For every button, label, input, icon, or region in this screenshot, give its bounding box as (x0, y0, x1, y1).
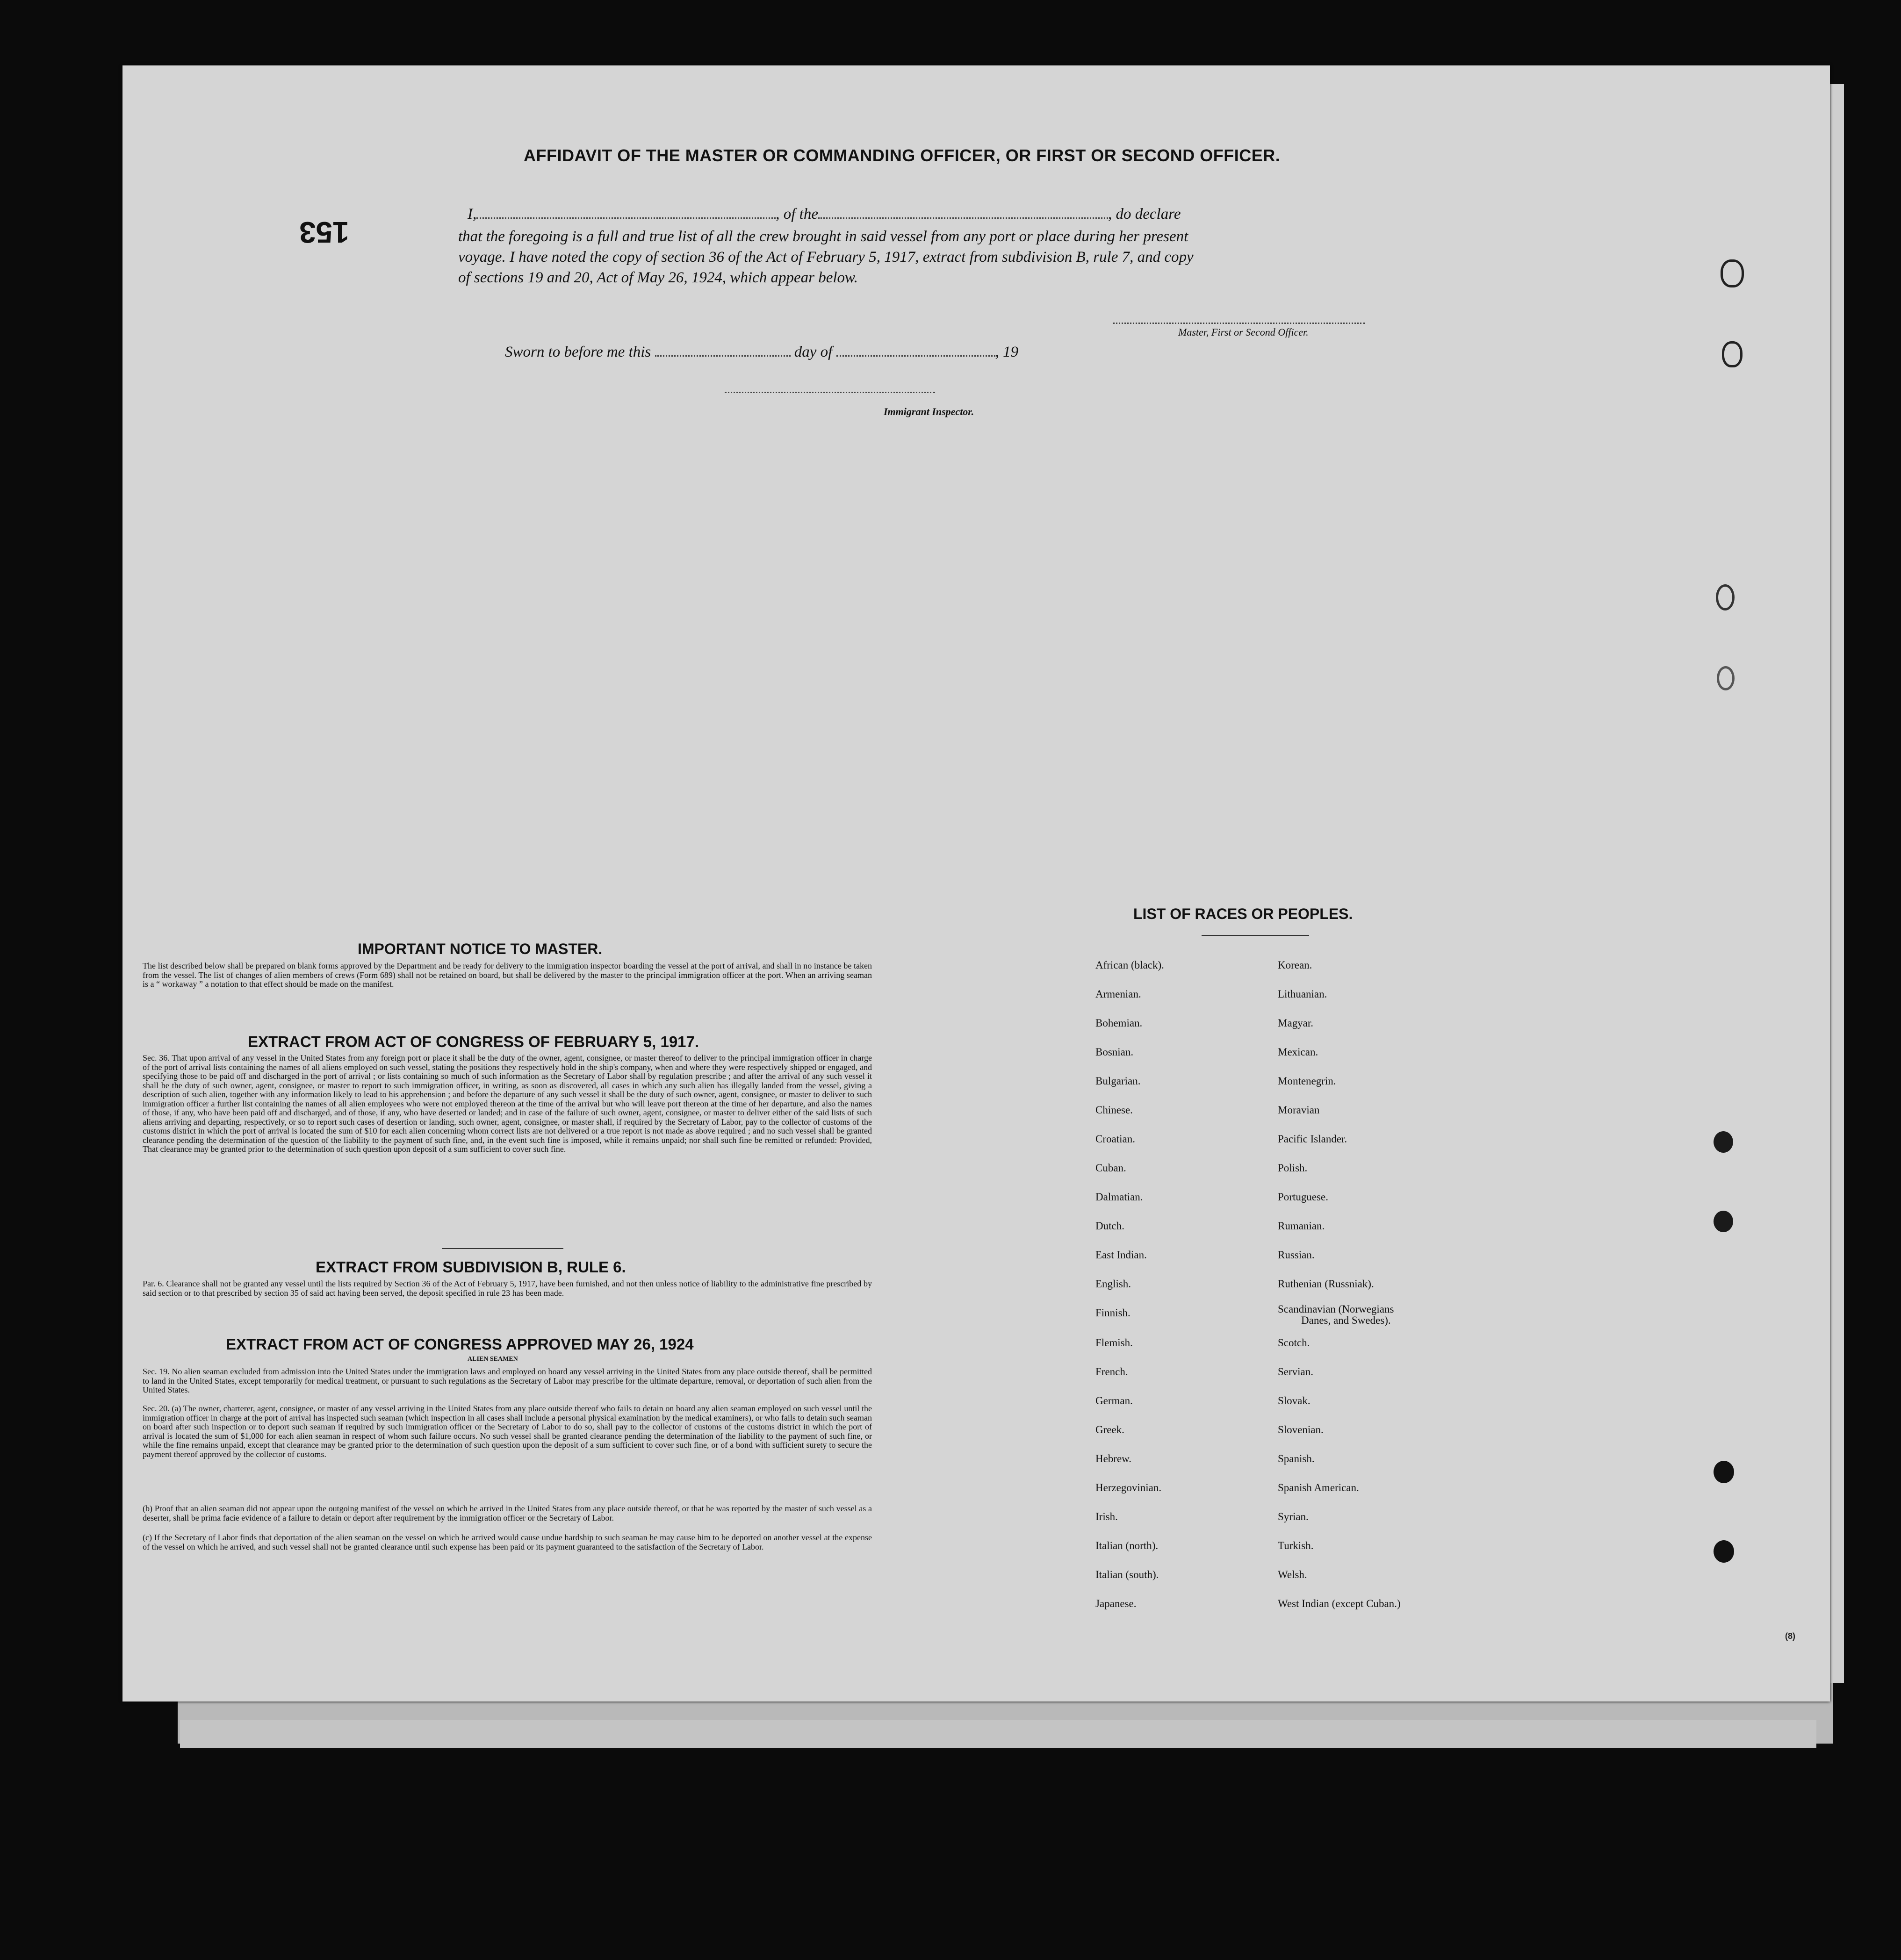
extract-1917-title: EXTRACT FROM ACT OF CONGRESS OF FEBRUARY 5, 1917. (248, 1033, 699, 1050)
affidavit-title: AFFIDAVIT OF THE MASTER OR COMMANDING OFFICER, OR FIRST OR SECOND OFFICER. (524, 146, 1281, 165)
race-right: Danes, and Swedes). (1301, 1314, 1391, 1326)
race-left: Chinese. (1095, 1104, 1133, 1116)
race-right: Mexican. (1278, 1046, 1318, 1058)
binder-ring-2 (1722, 341, 1743, 367)
races-title-rule (1202, 935, 1309, 936)
sec-19-text: Sec. 19. No alien seaman excluded from admission into the United States under the immigration laws and employed on board any vessel arriving in the United States from any place outside thereof, shall be permitted to land in the United States, except temporarily for medical treatment, or pursuant to such regulations as the Secretary of Labor may prescribe for the ultimate departure, removal, or deportation of such alien from the United States. (143, 1367, 872, 1394)
race-right: Polish. (1278, 1162, 1308, 1174)
underlying-page-bottom-2 (180, 1720, 1816, 1748)
race-right: Magyar. (1278, 1017, 1314, 1029)
master-signature-label: Master, First or Second Officer. (1178, 326, 1309, 338)
race-left: Dalmatian. (1095, 1191, 1143, 1203)
race-left: Armenian. (1095, 988, 1141, 1000)
punch-hole-3 (1714, 1461, 1734, 1483)
race-left: Herzegovinian. (1095, 1482, 1162, 1493)
race-right: Spanish. (1278, 1453, 1315, 1465)
affidavit-line-2: that the foregoing is a full and true list of all the crew brought in said vessel from any port or place during her present (458, 228, 1188, 245)
notice-text: The list described below shall be prepared on blank forms approved by the Department and be ready for delivery to the immigration inspector boarding the vessel at the port of arrival, and shall in no instance be taken from the vessel. The list of changes of alien members of crews (Form 689) shall not be retained on board, but shall be delivered by the master to the principal immigration officer at the port. When an arriving seaman is a “ workaway ” a notation to that effect should be made on the manifest. (143, 961, 872, 989)
race-right: Spanish American. (1278, 1482, 1359, 1493)
race-right: Scotch. (1278, 1337, 1310, 1349)
race-right: Russian. (1278, 1249, 1315, 1261)
punch-hole-1 (1714, 1131, 1733, 1153)
race-left: Bosnian. (1095, 1046, 1134, 1058)
extract-1917-text: Sec. 36. That upon arrival of any vessel in the United States from any foreign port or place it shall be the duty of the owner, agent, consignee, or master thereof to deliver to the principal immigration officer in charge of the port of arrival lists containing the names of all aliens employed on such vessel, stating the positions they respectively hold in the ship's company, when and where they were respectively shipped or engaged, and specifying those to be paid off and discharged in the port of arrival ; or lists containing so much of such information as the Secretary of Labor shall by regulation prescribe ; and after the arrival of any such vessel it shall be the duty of such owner, agent, consignee, or master to report to such immigration officer, in writing, as soon as discovered, all cases in which any such alien has illegally landed from the vessel, giving a description of such alien, together with any information likely to lead to his apprehension ; and before the departure of any such vessel it shall be the duty of such owner, agent, consignee, or master to deliver to such immigration officer a further list containing the names of all alien employees who were not employed thereon at the time of the arrival but who will leave port thereon at the time of her departure, and also the names of those, if any, who have been paid off and discharged, and of those, if any, who have deserted or landed; and in case of the failure of such owner, agent, consignee, or master to deliver either of the said lists of such aliens arriving and departing, respectively, or so to report such cases of desertion or landing, such owner, agent, consignee, or master shall, if required by the Secretary of Labor, pay to the collector of customs of the customs district in which the port of arrival is located the sum of $10 for each alien concerning whom correct lists are not delivered or a true report is not made as above required ; and no such vessel shall be granted clearance pending the determination of the question of the liability to the payment of such fine, and, in the event such fine is imposed, while it remains unpaid; nor shall such fine be remitted or refunded: Provided, That clearance may be granted prior to the determination of such question upon deposit of a sum sufficient to cover such fine. (143, 1053, 872, 1154)
punch-hole-4 (1714, 1540, 1734, 1563)
race-left: Greek. (1095, 1424, 1124, 1436)
affidavit-line-1: I, , of the , do declare (468, 206, 1181, 223)
race-left: Italian (south). (1095, 1569, 1159, 1580)
race-left: English. (1095, 1278, 1131, 1290)
sec-20a-text: Sec. 20. (a) The owner, charterer, agent, consignee, or master of any vessel arriving in the United States from any place outside thereof who fails to detain on board any alien seaman employed on such vessel until the immigration officer in charge at the port of arrival has inspected such seaman (which inspection in all cases shall include a personal physical examination by the medical examiners), or who fails to detain such seaman on board after such inspection or to deport such seaman if required by such immigration officer or the Secretary of Labor to do so, shall pay to the collector of customs of the customs district in which the port of arrival is located the sum of $1,000 for each alien seaman in respect of whom such failure occurs. No such vessel shall be granted clearance pending the determination of the liability to the payment of such fine, or while the fine remains unpaid, except that clearance may be granted prior to the determination of such question upon the deposit of a sum sufficient to cover such fine, or of a bond with sufficient surety to secure the payment thereof approved by the collector of customs. (143, 1404, 872, 1459)
race-right: Slovenian. (1278, 1424, 1324, 1436)
extract-rule-title: EXTRACT FROM SUBDIVISION B, RULE 6. (316, 1258, 626, 1276)
race-left: Flemish. (1095, 1337, 1133, 1349)
race-right: Montenegrin. (1278, 1075, 1336, 1087)
race-left: Italian (north). (1095, 1540, 1159, 1551)
binder-ring-1 (1721, 259, 1744, 287)
master-signature-line (1113, 323, 1365, 324)
race-right: West Indian (except Cuban.) (1278, 1598, 1401, 1609)
race-left: German. (1095, 1395, 1133, 1407)
stamp-number: 153 (299, 215, 349, 249)
race-left: Bulgarian. (1095, 1075, 1141, 1087)
extract-rule-text: Par. 6. Clearance shall not be granted any vessel until the lists required by Section 36 of the Act of February 5, 1917, have been furnished, and not then unless notice of liability to the administrative fine prescribed by said section or to that prescribed by section 35 of said act having been served, the deposit specified in rule 23 has been made. (143, 1279, 872, 1298)
race-left: Cuban. (1095, 1162, 1126, 1174)
race-left: Croatian. (1095, 1133, 1135, 1145)
sworn-line: Sworn to before me this day of , 19 (505, 344, 1019, 360)
race-left: East Indian. (1095, 1249, 1147, 1261)
race-right: Ruthenian (Russniak). (1278, 1278, 1374, 1290)
extract-1924-title: EXTRACT FROM ACT OF CONGRESS APPROVED MAY 26, 1924 (226, 1335, 694, 1353)
race-left: Dutch. (1095, 1220, 1124, 1232)
race-right: Moravian (1278, 1104, 1320, 1116)
affidavit-line-3: voyage. I have noted the copy of section 36 of the Act of February 5, 1917, extract from subdivision B, rule 7, and copy (458, 249, 1194, 266)
race-left: Japanese. (1095, 1598, 1137, 1609)
race-right: Portuguese. (1278, 1191, 1328, 1203)
inspector-signature-label: Immigrant Inspector. (884, 406, 974, 417)
form-number: (8) (1785, 1631, 1795, 1641)
race-right: Syrian. (1278, 1511, 1309, 1522)
race-right: Lithuanian. (1278, 988, 1327, 1000)
race-left: Finnish. (1095, 1307, 1131, 1319)
divider-1 (442, 1248, 563, 1249)
binder-ring-4 (1717, 666, 1735, 690)
affidavit-line-4: of sections 19 and 20, Act of May 26, 1924, which appear below. (458, 269, 858, 286)
sec-20c-text: (c) If the Secretary of Labor finds that deportation of the alien seaman on the vessel on which he arrived would cause undue hardship to such seaman he may cause him to be deported on another vessel at the expense of the vessel on which he arrived, and such vessel shall not be granted clearance until such expense has been paid or its payment guaranteed to the satisfaction of the Secretary of Labor. (143, 1533, 872, 1551)
binder-ring-3 (1716, 584, 1735, 610)
race-right: Scandinavian (Norwegians (1278, 1303, 1394, 1315)
race-left: French. (1095, 1366, 1128, 1378)
race-right: Rumanian. (1278, 1220, 1325, 1232)
race-left: Irish. (1095, 1511, 1118, 1522)
notice-title: IMPORTANT NOTICE TO MASTER. (358, 941, 603, 957)
race-right: Servian. (1278, 1366, 1314, 1378)
race-right: Turkish. (1278, 1540, 1314, 1551)
race-left: African (black). (1095, 959, 1164, 971)
punch-hole-2 (1714, 1211, 1733, 1232)
race-right: Welsh. (1278, 1569, 1307, 1580)
race-left: Bohemian. (1095, 1017, 1143, 1029)
race-right: Slovak. (1278, 1395, 1311, 1407)
inspector-signature-line (725, 392, 935, 393)
sec-20b-text: (b) Proof that an alien seaman did not appear upon the outgoing manifest of the vessel on which he arrived in the United States from any place outside thereof, or that he was reported by the master of such vessel as a deserter, shall be prima facie evidence of a failure to detain or deport after requirement by the immigration officer or the Secretary of Labor. (143, 1504, 872, 1522)
alien-seamen-subtitle: ALIEN SEAMEN (468, 1356, 518, 1363)
races-title: LIST OF RACES OR PEOPLES. (1133, 905, 1353, 922)
race-right: Korean. (1278, 959, 1312, 971)
race-right: Pacific Islander. (1278, 1133, 1347, 1145)
race-left: Hebrew. (1095, 1453, 1132, 1465)
